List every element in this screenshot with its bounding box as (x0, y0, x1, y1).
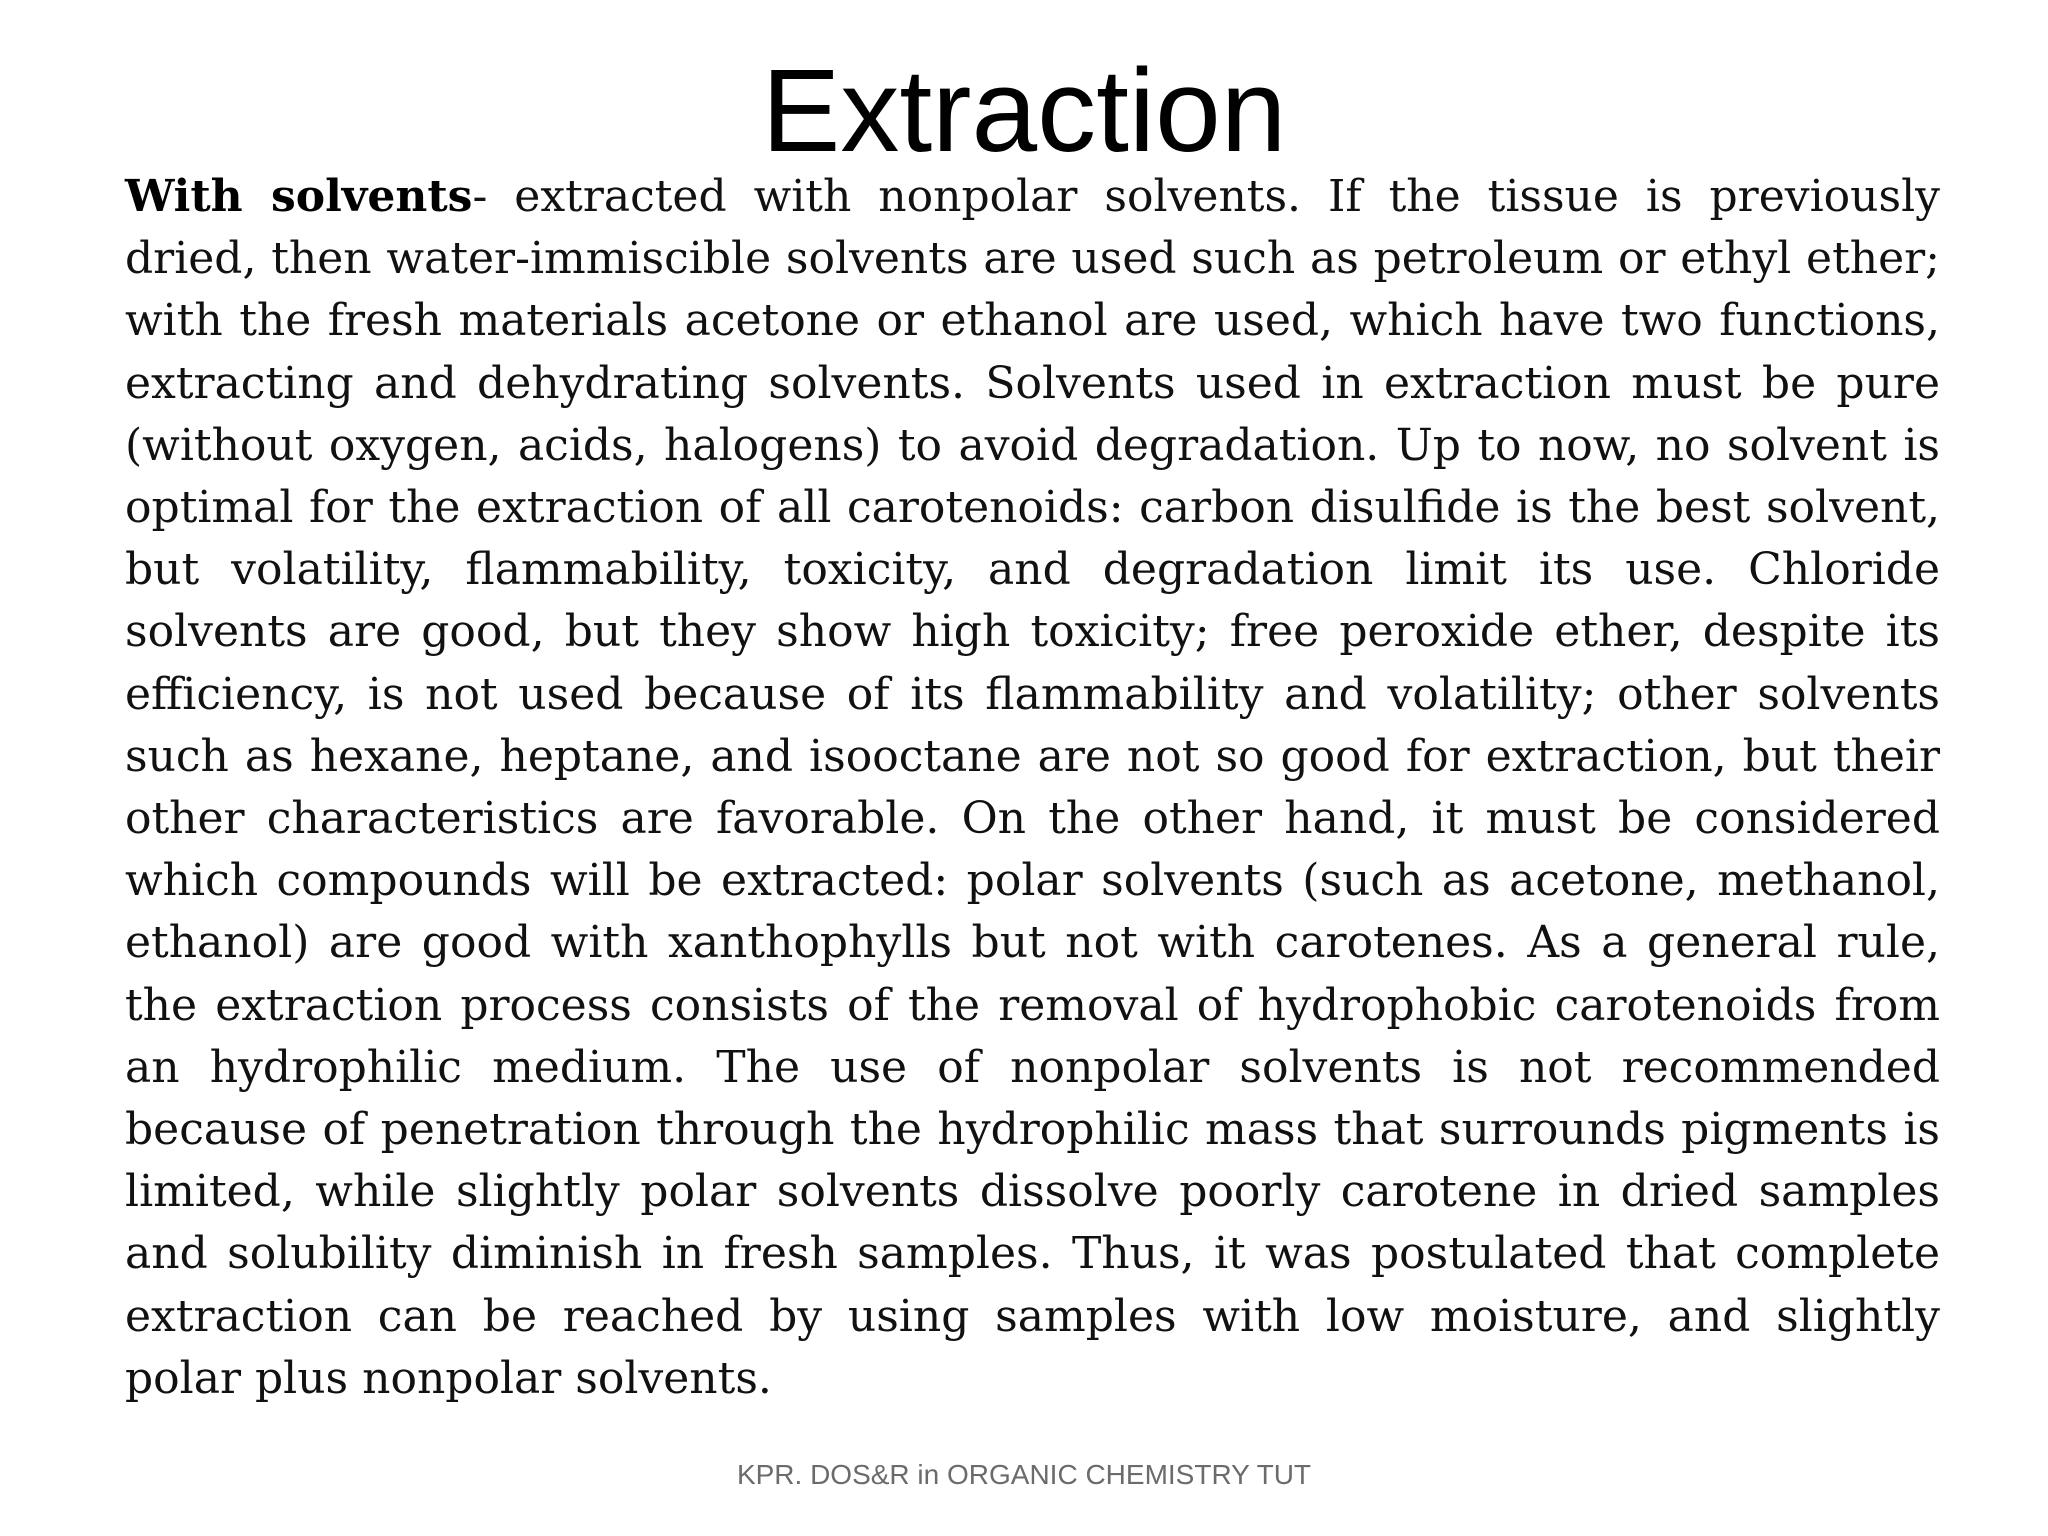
slide-footer: KPR. DOS&R in ORGANIC CHEMISTRY TUT (736, 1459, 1312, 1490)
slide-title: Extraction (761, 45, 1287, 177)
paragraph-lead: With solvents (125, 171, 473, 222)
paragraph-body: - extracted with nonpolar solvents. If the tissue is previously dried, then water-immiscible solvents are used such as petroleum or ethyl ether; with the fresh materials acetone or ethanol are used, which have two functions, extracting and dehydrating solvents. Solvents used in extraction must be pure (without oxygen, acids, halogens) to avoid degradation. Up to now, no solvent is optimal for the extraction of all carotenoids: carbon disulfide is the best solvent, but volatility, flammability, toxicity, and degradation limit its use. Chloride solvents are good, but they show high toxicity; free peroxide ether, despite its efficiency, is not used because of its flammability and volatility; other solvents such as hexane, heptane, and isooctane are not so good for extraction, but their other characteristics are favorable. On the other hand, it must be considered which compounds will be extracted: polar solvents (such as acetone, methanol, ethanol) are good with xanthophylls but not with carotenes. As a general rule, the extraction process consists of the removal of hydrophobic carotenoids from an hydrophilic medium. The use of nonpolar solvents is not recommended because of penetration through the hydrophilic mass that surrounds pigments is limited, while slightly polar solvents dissolve poorly carotene in dried samples and solubility diminish in fresh samples. Thus, it was postulated that complete extraction can be reached by using samples with low moisture, and slightly polar plus nonpolar solvents. (125, 171, 1941, 1404)
body-paragraph (125, 166, 1940, 1410)
